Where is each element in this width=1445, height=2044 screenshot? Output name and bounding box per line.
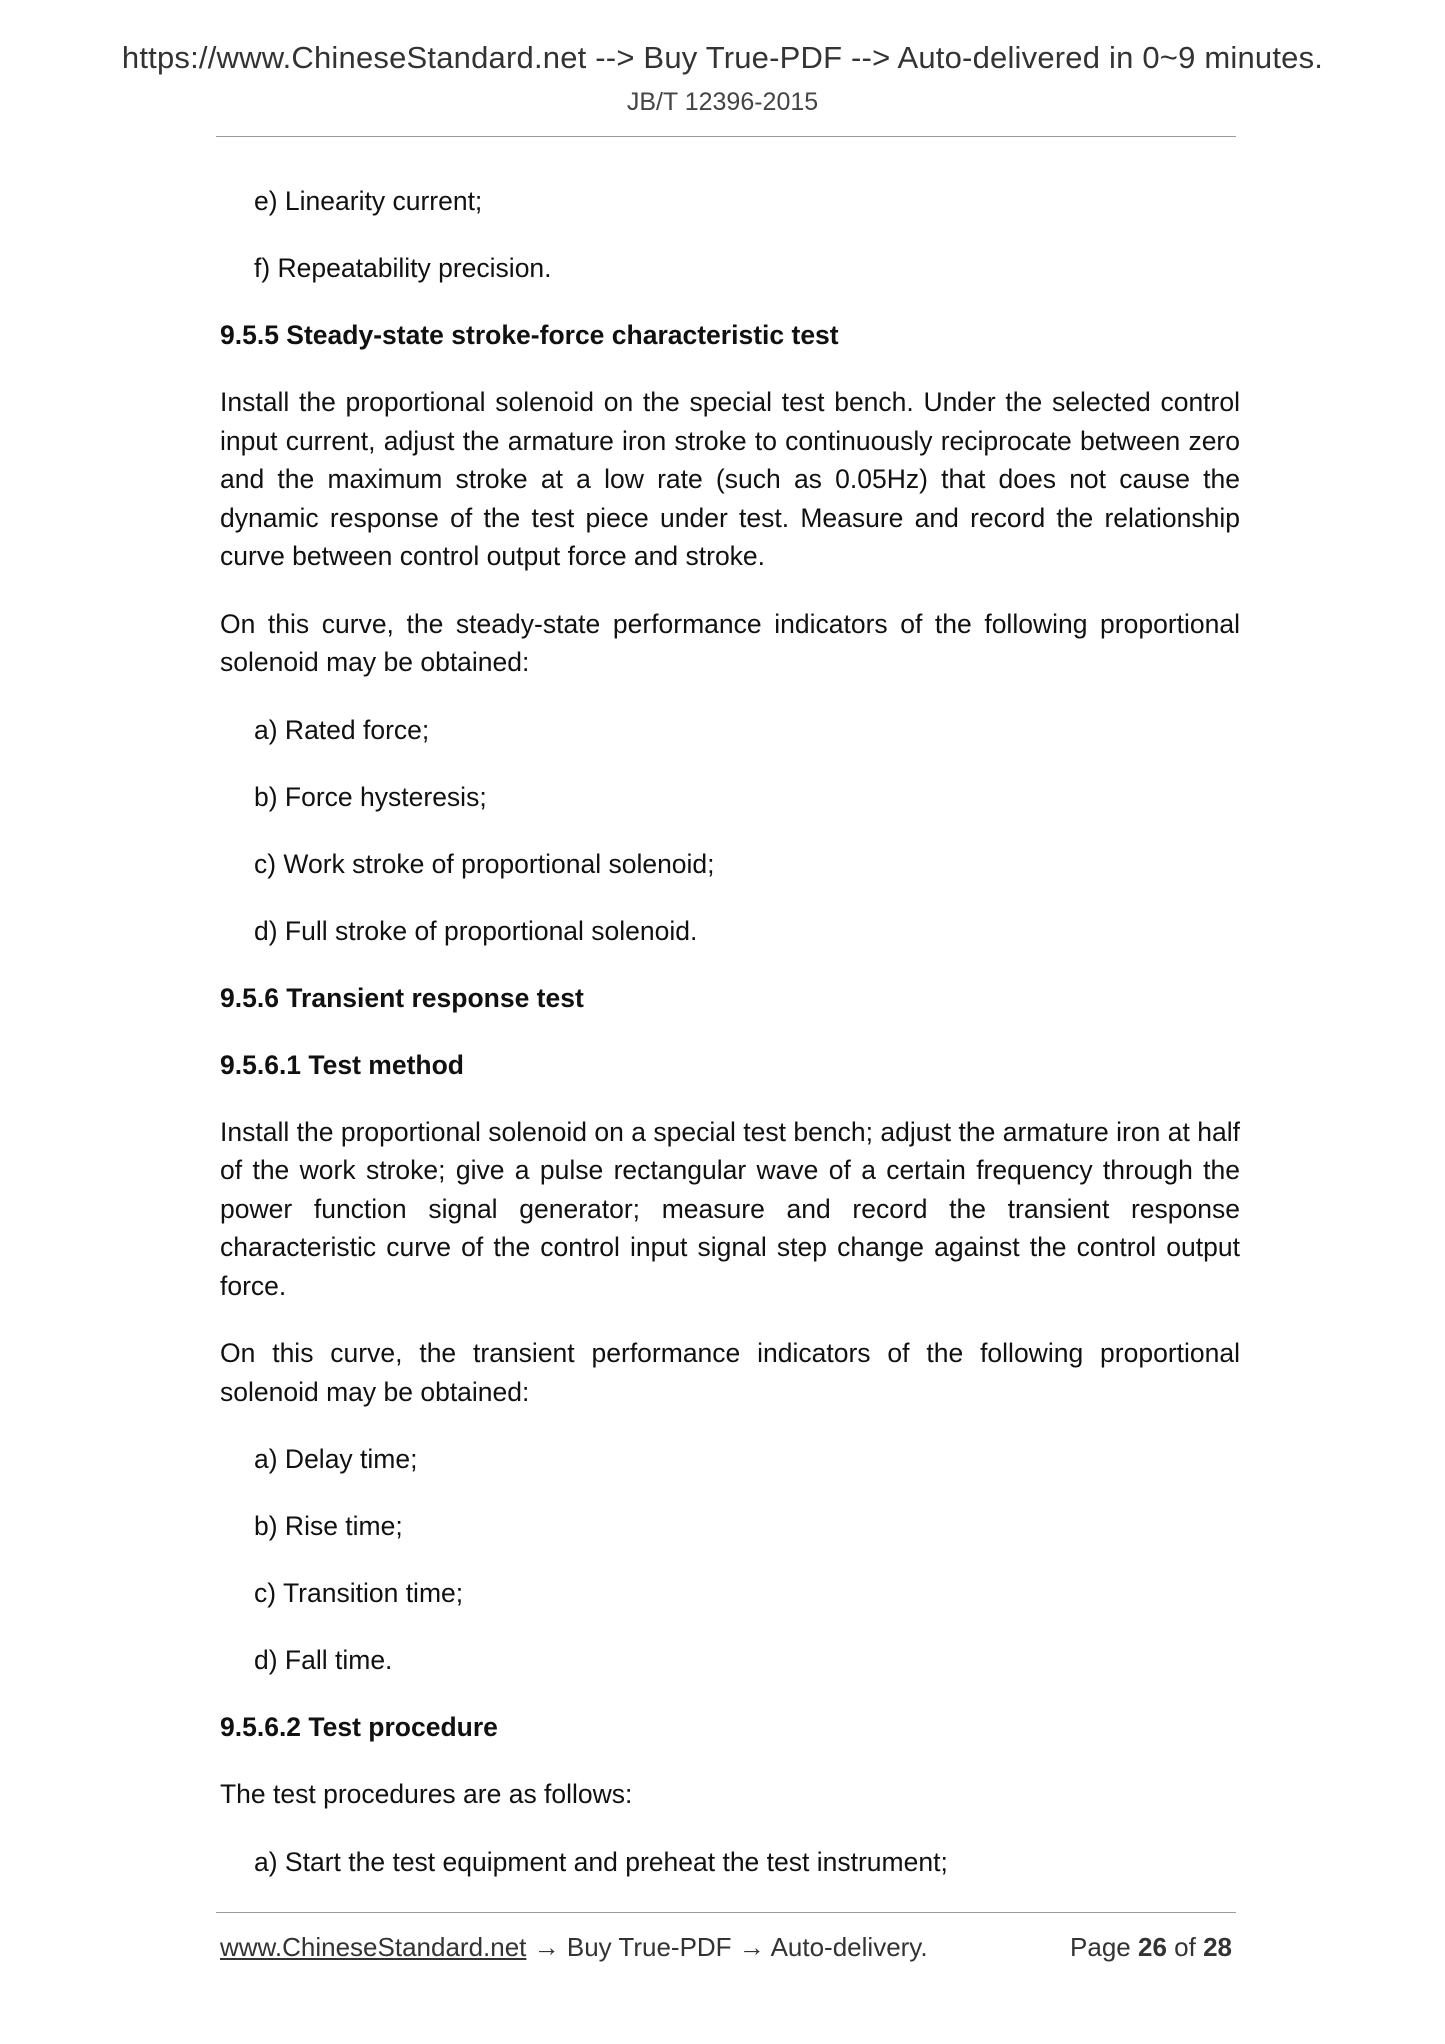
list-item: c) Work stroke of proportional solenoid;	[254, 848, 715, 879]
section-heading-9-5-6: 9.5.6 Transient response test	[220, 982, 584, 1013]
header-banner: https://www.ChineseStandard.net --> Buy True-PDF --> Auto-delivered in 0~9 minutes.	[121, 40, 1324, 75]
page-current: 26	[1138, 1932, 1167, 1962]
header-divider	[216, 136, 1236, 137]
list-item: a) Rated force;	[254, 714, 430, 745]
list-item: a) Delay time;	[254, 1444, 418, 1474]
paragraph: The test procedures are as follows:	[220, 1779, 633, 1809]
section-heading-9-5-5: 9.5.5 Steady-state stroke-force characteristic test	[220, 320, 839, 350]
footer-divider	[216, 1912, 1236, 1913]
list-item: d) Full stroke of proportional solenoid.	[254, 915, 698, 946]
paragraph: On this curve, the steady-state performance indicators of the following proportional solenoid may be obtained:	[220, 608, 1240, 677]
page-total: 28	[1203, 1932, 1232, 1962]
paragraph: On this curve, the transient performance indicators of the following proportional solenoid may be obtained:	[220, 1338, 1240, 1407]
list-item: c) Transition time;	[254, 1578, 464, 1608]
page-footer	[220, 1932, 1232, 1963]
page-number	[1070, 1932, 1232, 1963]
document-id: JB/T 12396-2015	[626, 88, 819, 116]
list-item: a) Start the test equipment and preheat the test instrument;	[254, 1846, 948, 1877]
section-heading-9-5-6-2: 9.5.6.2 Test procedure	[220, 1712, 498, 1742]
list-item: b) Rise time;	[254, 1511, 403, 1541]
page-body	[220, 182, 1240, 1910]
section-heading-9-5-6-1: 9.5.6.1 Test method	[220, 1049, 464, 1080]
list-item: e) Linearity current;	[254, 186, 483, 216]
paragraph: Install the proportional solenoid on the special test bench. Under the selected control input current, adjust the armature iron stroke to continuously reciprocate between zero and the maximum stroke at a low rate (such as 0.05Hz) that does not cause the dynamic response of the test piece under test. Measure and record the relationship curve between control output force and stroke.	[220, 387, 1240, 571]
list-item: f) Repeatability precision.	[254, 253, 552, 283]
paragraph: Install the proportional solenoid on a special test bench; adjust the armature iron at half of the work stroke; give a pulse rectangular wave of a certain frequency through the power function signal generator; measure and record the transient response characteristic curve of the control input signal step change against the control output force.	[220, 1116, 1240, 1301]
list-item: d) Fall time.	[254, 1645, 393, 1675]
footer-site-link[interactable]: www.ChineseStandard.net	[220, 1932, 527, 1962]
of-label: of	[1174, 1932, 1196, 1962]
footer-tagline: → Buy True-PDF → Auto-delivery.	[526, 1932, 928, 1962]
list-item: b) Force hysteresis;	[254, 781, 487, 812]
page-label: Page	[1070, 1932, 1131, 1962]
